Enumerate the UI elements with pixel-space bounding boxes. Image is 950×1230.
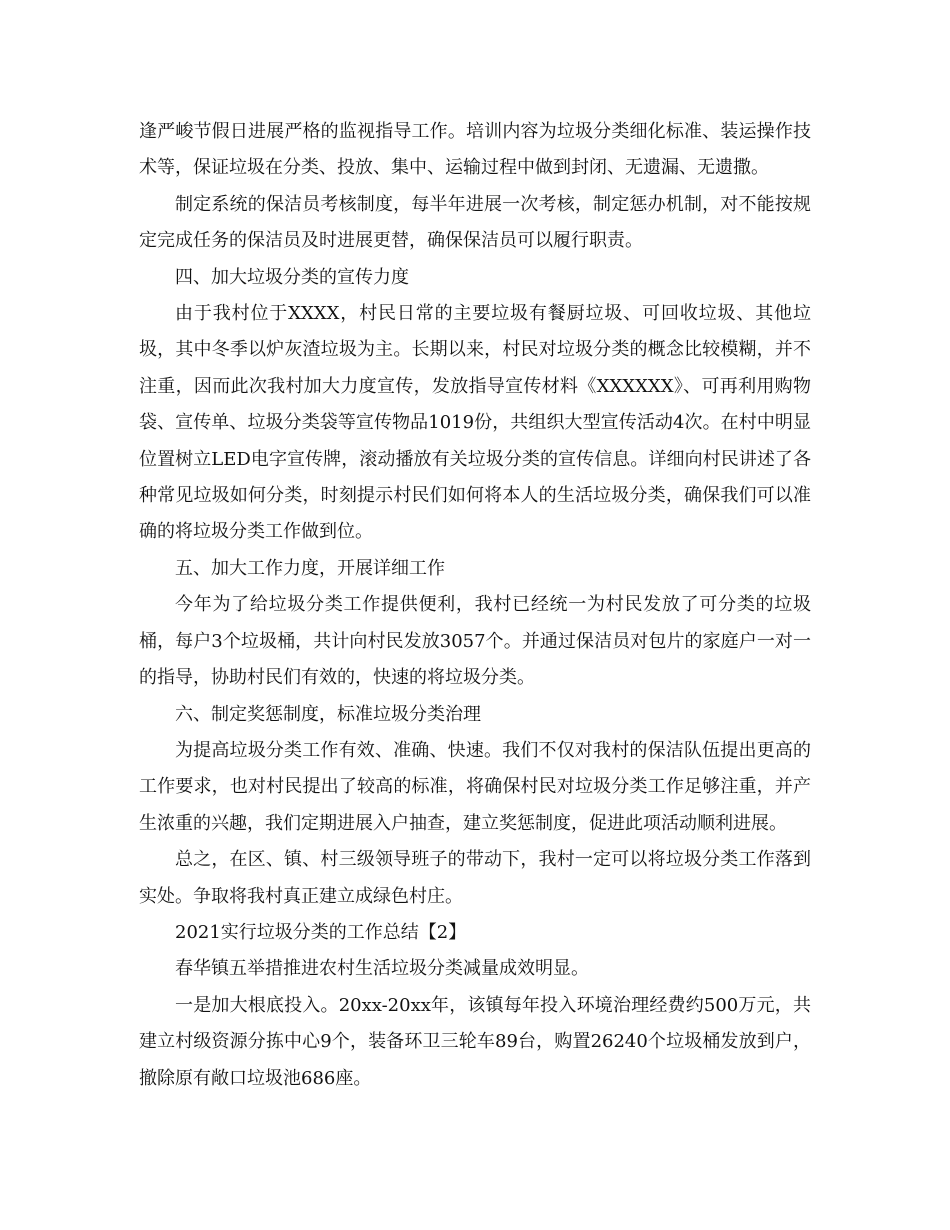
section-heading-6: 六、制定奖惩制度，标准垃圾分类治理 [175, 703, 481, 725]
document-body [139, 114, 811, 1097]
paragraph-3: 由于我村位于XXXX，村民日常的主要垃圾有餐厨垃圾、可回收垃圾、其他垃圾，其中冬季以炉灰渣垃圾为主。长期以来，村民对垃圾分类的概念比较模糊，并不注重，因而此次我村加大力度宣传，发放指导宣传材料《XXXXXX》、可再利用购物袋、宣传单、垃圾分类袋等宣传物品1019份，共组织大型宣传活动4次。在村中明显位置树立LED电字宣传牌，滚动播放有关垃圾分类的宣传信息。详细向村民讲述了各种常见垃圾如何分类，时刻提示村民们如何将本人的生活垃圾分类，确保我们可以准确的将垃圾分类工作做到位。 [139, 303, 811, 543]
paragraph-5: 为提高垃圾分类工作有效、准确、快速。我们不仅对我村的保洁队伍提出更高的工作要求，也对村民提出了较高的标准，将确保村民对垃圾分类工作足够注重，并产生浓重的兴趣，我们定期进展入户抽查，建立奖惩制度，促进此项活动顺利进展。 [139, 739, 811, 834]
section-heading-4: 四、加大垃圾分类的宣传力度 [175, 266, 409, 288]
paragraph-1: 逢严峻节假日进展严格的监视指导工作。培训内容为垃圾分类细化标准、装运操作技术等，保证垃圾在分类、投放、集中、运输过程中做到封闭、无遗漏、无遗撒。 [139, 121, 811, 179]
paragraph-2: 制定系统的保洁员考核制度，每半年进展一次考核，制定惩办机制，对不能按规定完成任务的保洁员及时进展更替，确保保洁员可以履行职责。 [139, 193, 811, 252]
section-heading-5: 五、加大工作力度，开展详细工作 [175, 557, 445, 579]
article-title-2: 2021实行垃圾分类的工作总结【2】 [175, 921, 467, 943]
paragraph-7: 春华镇五举措推进农村生活垃圾分类减量成效明显。 [175, 958, 589, 980]
paragraph-4: 今年为了给垃圾分类工作提供便利，我村已经统一为村民发放了可分类的垃圾桶，每户3个垃圾桶，共计向村民发放3057个。并通过保洁员对包片的家庭户一对一的指导，协助村民们有效的，快速的将垃圾分类。 [139, 594, 811, 689]
paragraph-6: 总之，在区、镇、村三级领导班子的带动下，我村一定可以将垃圾分类工作落到实处。争取将我村真正建立成绿色村庄。 [139, 849, 811, 907]
paragraph-8: 一是加大根底投入。20xx-20xx年，该镇每年投入环境治理经费约500万元，共建立村级资源分拣中心9个，装备环卫三轮车89台，购置26240个垃圾桶发放到户，撤除原有敞口垃圾池686座。 [139, 994, 811, 1089]
